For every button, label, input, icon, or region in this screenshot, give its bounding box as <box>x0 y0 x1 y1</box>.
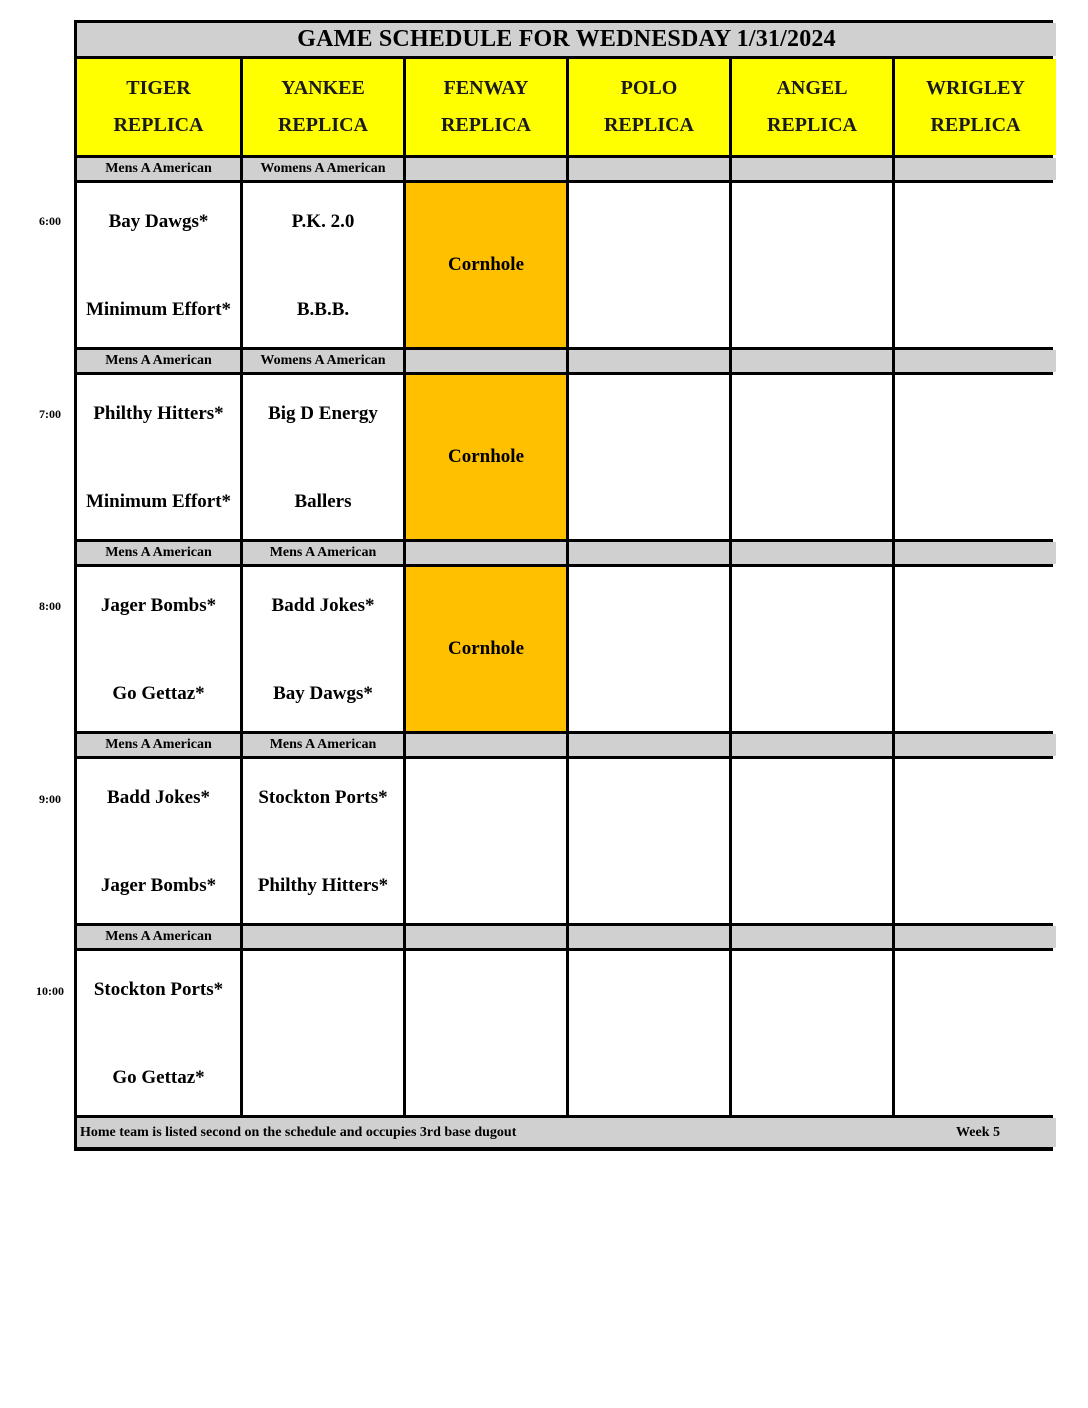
division-label <box>892 542 1056 564</box>
division-label: Mens A American <box>77 542 240 564</box>
division-label <box>403 542 566 564</box>
home-team: Bay Dawgs* <box>273 683 373 704</box>
division-label <box>240 926 403 948</box>
time-label: 9:00 <box>39 791 61 806</box>
time-label: 8:00 <box>39 599 61 613</box>
division-label <box>729 542 892 564</box>
division-label <box>403 734 566 756</box>
field-header-fenway <box>403 59 566 155</box>
footer-bar <box>77 1118 1056 1147</box>
field-name: YANKEE <box>281 77 365 99</box>
empty-cell <box>892 951 1056 1115</box>
empty-cell <box>566 759 729 923</box>
event-cell: Cornhole <box>403 567 566 731</box>
home-team: Ballers <box>294 491 352 512</box>
field-header-yankee <box>240 59 403 155</box>
home-team: Go Gettaz* <box>112 683 205 704</box>
empty-cell <box>403 759 566 923</box>
field-header-tiger <box>77 59 240 155</box>
division-label <box>729 350 892 372</box>
field-subtitle: REPLICA <box>766 114 857 136</box>
field-subtitle: REPLICA <box>440 114 531 136</box>
empty-cell <box>566 567 729 731</box>
home-team: B.B.B. <box>296 299 350 320</box>
field-subtitle: REPLICA <box>113 114 204 136</box>
home-team: Go Gettaz* <box>112 1067 205 1088</box>
game-cell <box>77 759 240 923</box>
away-team: Stockton Ports* <box>258 787 388 808</box>
footer-note: Home team is listed second on the schedule and occupies 3rd base dugout <box>80 1124 517 1140</box>
field-name: ANGEL <box>776 77 848 99</box>
game-cell <box>77 183 240 347</box>
division-label: Mens A American <box>240 542 403 564</box>
away-team: Badd Jokes* <box>107 787 210 808</box>
division-label <box>566 734 729 756</box>
division-label <box>403 926 566 948</box>
division-label: Mens A American <box>77 734 240 756</box>
field-name: FENWAY <box>443 77 529 99</box>
away-team: Jager Bombs* <box>100 595 217 616</box>
game-cell <box>240 567 403 731</box>
division-label: Womens A American <box>240 158 403 180</box>
empty-cell <box>566 375 729 539</box>
time-label: 10:00 <box>36 984 64 998</box>
game-cell <box>77 567 240 731</box>
empty-cell <box>566 183 729 347</box>
division-label: Mens A American <box>240 734 403 756</box>
division-label: Mens A American <box>77 350 240 372</box>
division-label <box>892 734 1056 756</box>
empty-cell <box>240 951 403 1115</box>
empty-cell <box>729 567 892 731</box>
away-team: Stockton Ports* <box>93 979 224 1000</box>
field-header-polo <box>566 59 729 155</box>
field-name: WRIGLEY <box>926 77 1025 99</box>
field-header-angel <box>729 59 892 155</box>
division-label <box>566 926 729 948</box>
away-team: P.K. 2.0 <box>291 211 355 232</box>
home-team: Philthy Hitters* <box>257 875 389 896</box>
away-team: Big D Energy <box>268 403 378 424</box>
division-label <box>729 926 892 948</box>
division-label <box>566 350 729 372</box>
division-label: Mens A American <box>77 926 240 948</box>
week-label: Week 5 <box>956 1124 1000 1140</box>
away-team: Bay Dawgs* <box>108 211 209 232</box>
division-label <box>403 158 566 180</box>
division-label <box>566 542 729 564</box>
field-subtitle: REPLICA <box>603 114 694 136</box>
division-label <box>729 734 892 756</box>
game-cell <box>77 951 240 1115</box>
game-cell <box>240 759 403 923</box>
empty-cell <box>729 375 892 539</box>
empty-cell <box>729 951 892 1115</box>
empty-cell <box>403 951 566 1115</box>
event-cell: Cornhole <box>403 375 566 539</box>
time-label: 6:00 <box>39 214 61 228</box>
division-label: Mens A American <box>77 158 240 180</box>
time-label: 7:00 <box>39 406 61 421</box>
empty-cell <box>566 951 729 1115</box>
field-subtitle: REPLICA <box>930 114 1021 136</box>
field-subtitle: REPLICA <box>277 114 368 136</box>
division-label <box>566 158 729 180</box>
empty-cell <box>729 759 892 923</box>
empty-cell <box>892 183 1056 347</box>
event-cell: Cornhole <box>403 183 566 347</box>
home-team: Minimum Effort* <box>85 491 232 512</box>
home-team: Jager Bombs* <box>100 875 217 896</box>
division-label <box>892 926 1056 948</box>
home-team: Minimum Effort* <box>85 299 232 320</box>
division-label <box>892 350 1056 372</box>
empty-cell <box>729 183 892 347</box>
division-label <box>403 350 566 372</box>
game-cell <box>77 375 240 539</box>
division-label: Womens A American <box>240 350 403 372</box>
game-cell <box>240 183 403 347</box>
schedule-table <box>74 20 1053 1151</box>
away-team: Badd Jokes* <box>271 595 375 616</box>
away-team: Philthy Hitters* <box>93 403 224 424</box>
division-label <box>729 158 892 180</box>
schedule-title: GAME SCHEDULE FOR WEDNESDAY 1/31/2024 <box>77 23 1056 56</box>
field-name: POLO <box>620 77 678 99</box>
game-cell <box>240 375 403 539</box>
field-header-wrigley <box>892 59 1056 155</box>
division-label <box>892 158 1056 180</box>
empty-cell <box>892 375 1056 539</box>
field-name: TIGER <box>126 77 191 99</box>
empty-cell <box>892 759 1056 923</box>
empty-cell <box>892 567 1056 731</box>
